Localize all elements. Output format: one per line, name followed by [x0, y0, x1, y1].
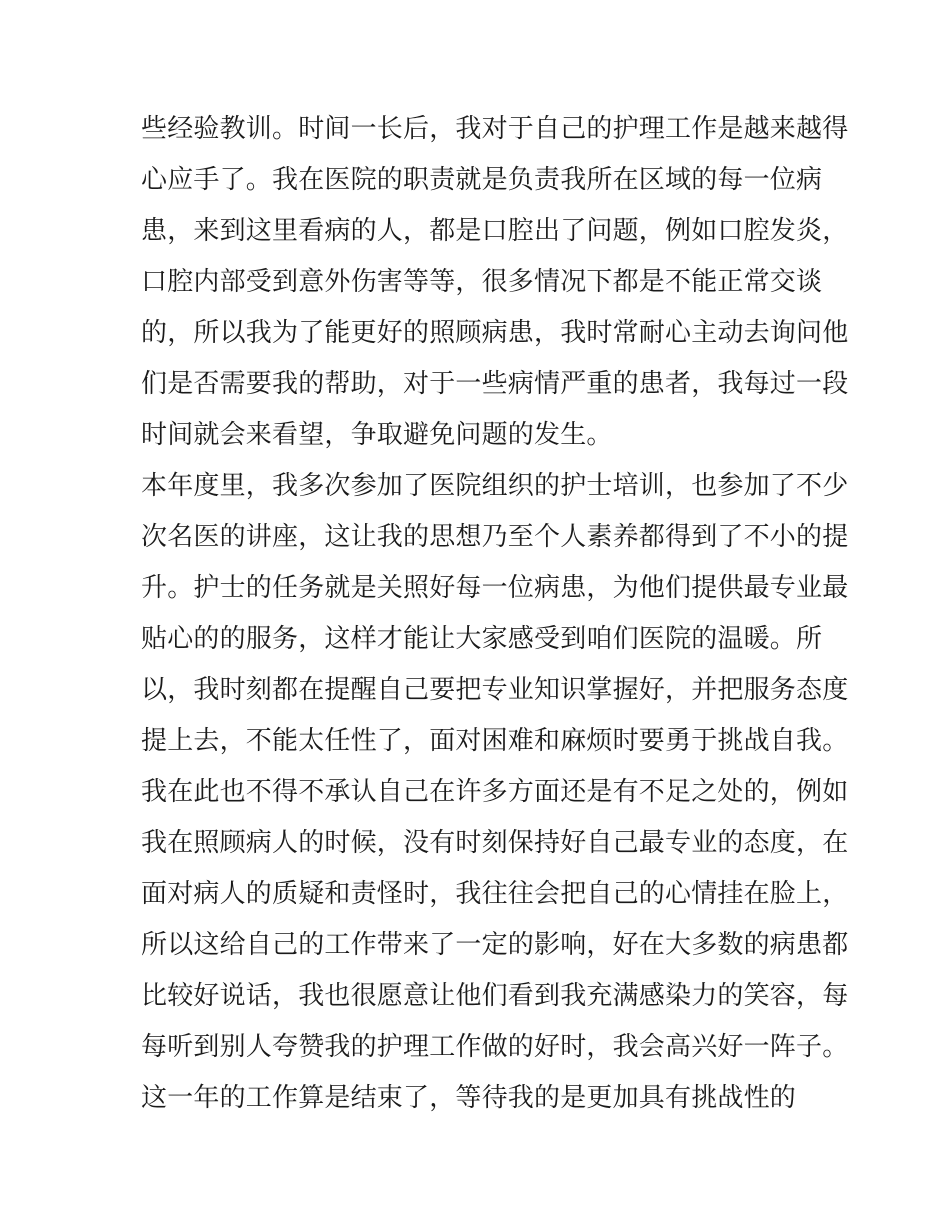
text-line: 提上去，不能太任性了，面对困难和麻烦时要勇于挑战自我。 [141, 726, 849, 756]
text-line: 以，我时刻都在提醒自己要把专业知识掌握好，并把服务态度 [141, 675, 849, 705]
text-line: 些经验教训。时间一长后，我对于自己的护理工作是越来越得 [141, 114, 849, 144]
text-line: 这一年的工作算是结束了，等待我的是更加具有挑战性的 [141, 1083, 797, 1113]
text-line: 我在照顾病人的时候，没有时刻保持好自己最专业的态度，在 [141, 828, 849, 858]
text-line: 面对病人的质疑和责怪时，我往往会把自己的心情挂在脸上， [141, 879, 849, 909]
text-line: 心应手了。我在医院的职责就是负责我所在区域的每一位病 [141, 165, 823, 195]
text-line: 每听到别人夸赞我的护理工作做的好时，我会高兴好一阵子。 [141, 1032, 849, 1062]
text-line: 口腔内部受到意外伤害等等，很多情况下都是不能正常交谈 [141, 267, 823, 297]
body-text [141, 104, 849, 1124]
text-line: 贴心的的服务，这样才能让大家感受到咱们医院的温暖。所 [141, 624, 823, 654]
text-line: 所以这给自己的工作带来了一定的影响，好在大多数的病患都 [141, 930, 849, 960]
text-line: 升。护士的任务就是关照好每一位病患，为他们提供最专业最 [141, 573, 849, 603]
text-line: 患，来到这里看病的人，都是口腔出了问题，例如口腔发炎， [141, 216, 849, 246]
text-line: 时间就会来看望，争取避免问题的发生。 [141, 420, 613, 450]
text-line: 本年度里，我多次参加了医院组织的护士培训，也参加了不少 [141, 471, 849, 501]
text-line: 比较好说话，我也很愿意让他们看到我充满感染力的笑容，每 [141, 981, 849, 1011]
text-line: 的，所以我为了能更好的照顾病患，我时常耐心主动去询问他 [141, 318, 849, 348]
text-line: 我在此也不得不承认自己在许多方面还是有不足之处的，例如 [141, 777, 849, 807]
text-line: 次名医的讲座，这让我的思想乃至个人素养都得到了不小的提 [141, 522, 849, 552]
text-line: 们是否需要我的帮助，对于一些病情严重的患者，我每过一段 [141, 369, 849, 399]
